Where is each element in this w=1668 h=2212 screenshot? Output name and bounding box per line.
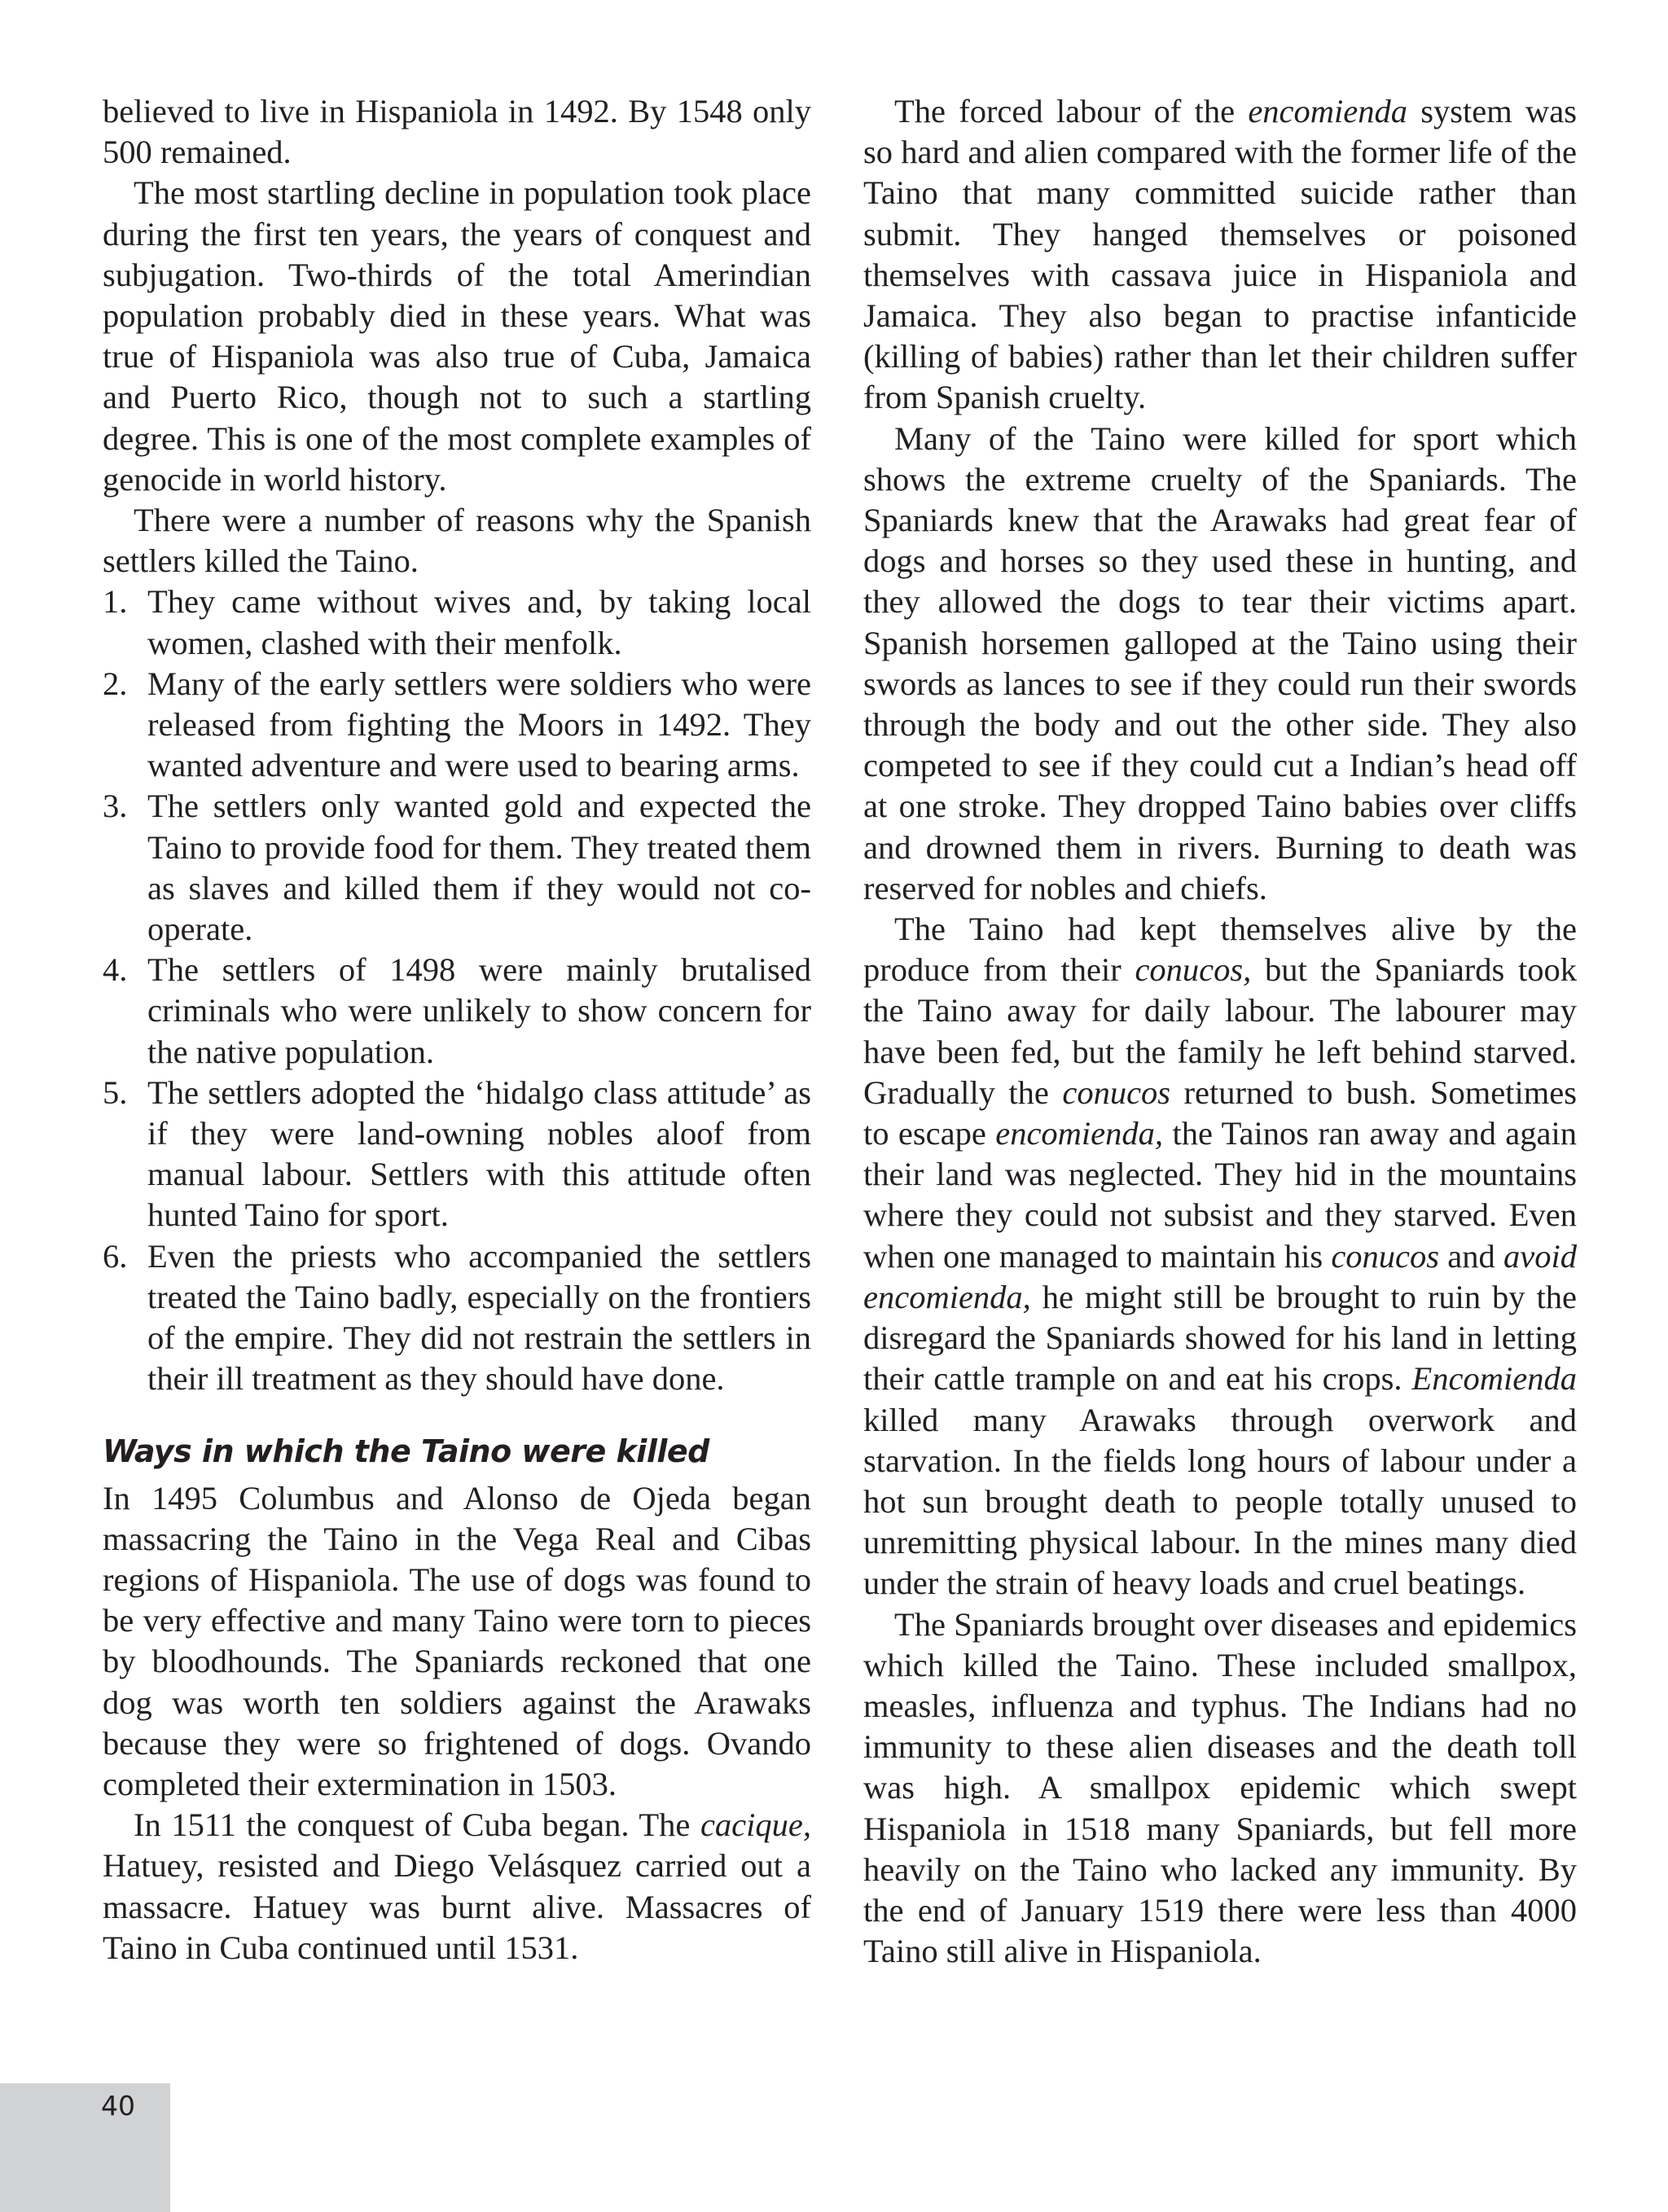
text-run: The forced labour of the bbox=[894, 93, 1249, 129]
paragraph: believed to live in Hispaniola in 1492. By 1548 only 500 remained. bbox=[103, 93, 811, 171]
list-item bbox=[103, 1073, 811, 1236]
italic-term: conucos bbox=[1062, 1073, 1171, 1111]
reasons-list bbox=[103, 582, 811, 1399]
page-number-tab bbox=[0, 2083, 170, 2212]
paragraph bbox=[863, 91, 1577, 419]
list-item bbox=[103, 664, 811, 787]
paragraph: The Spaniards brought over diseases and epidemics which killed the Taino. These included smallpox, measles, influenza and typhus. The Indians had no immunity to these alien diseases and the death toll was high. A smallpox epidemic which swept Hispaniola in 1518 many Spaniards, but fell more heavily on the Taino who lacked any immunity. By the end of January 1519 there were less than 4000 Taino still alive in Hispaniola. bbox=[863, 1605, 1577, 1970]
list-item-text: The settlers adopted the ‘hidalgo class attitude’ as if they were land-owning nobles aloof from manual labour. Settlers with this attitude often hunted Taino for sport. bbox=[147, 1073, 811, 1234]
list-item bbox=[103, 950, 811, 1073]
list-number: 5. bbox=[103, 1073, 128, 1111]
text-run: but the Spaniards took the Taino away for daily labour. The labourer may have been fed, but the family he left behind starved. Gradually the bbox=[863, 951, 1577, 1111]
list-item-text: The settlers only wanted gold and expected the Taino to provide food for them. They treated them as slaves and killed them if they would not co-operate. bbox=[147, 788, 811, 948]
list-number: 1. bbox=[103, 583, 128, 621]
text-run: killed many Arawaks through overwork and starvation. In the fields long hours of labour under a hot sun brought death to people totally unused to unremitting physical labour. In the mines many died under the strain of heavy loads and cruel beatings. bbox=[863, 1401, 1577, 1602]
list-item-text: Even the priests who accompanied the settlers treated the Taino badly, especially on the frontiers of the empire. They did not restrain the settlers in their ill treatment as they should have done. bbox=[147, 1237, 811, 1398]
text-run: he might still be brought to ruin by the disregard the Spaniards showed for his land in letting their cattle trample on and eat his crops. bbox=[863, 1278, 1577, 1398]
paragraph bbox=[103, 1805, 811, 1968]
list-item-text: The settlers of 1498 were mainly brutalised criminals who were unlikely to show concern for the native population. bbox=[147, 951, 811, 1070]
italic-term: encomienda, bbox=[995, 1115, 1164, 1152]
list-item-text: Many of the early settlers were soldiers who were released from fighting the Moors in 1492. They wanted adventure and were used to bearing arms. bbox=[147, 665, 811, 784]
paragraph: There were a number of reasons why the Spanish settlers killed the Taino. bbox=[103, 502, 811, 580]
list-number: 6. bbox=[103, 1237, 128, 1275]
text-run: returned to bush. Sometimes to escape bbox=[863, 1073, 1578, 1152]
italic-term: conucos bbox=[1331, 1237, 1440, 1275]
text-run: system was so hard and alien compared with the former life of the Taino that many committed suicide rather than submit. They hanged themselves or poisoned themselves with cassava juice in Hispaniola and Jamaica. They also began to practise infanticide (killing of babies) rather than let their children suffer from Spanish cruelty. bbox=[863, 93, 1577, 416]
list-number: 2. bbox=[103, 665, 128, 702]
list-item bbox=[103, 786, 811, 950]
italic-term: encomienda bbox=[1248, 93, 1407, 129]
paragraph: Many of the Taino were killed for sport which shows the extreme cruelty of the Spaniards. The Spaniards knew that the Arawaks had great fear of dogs and horses so they used these in hunting, and they allowed the dogs to tear their victims apart. Spanish horsemen galloped at the Taino using their swords as lances to see if they could run their swords through the body and out the other side. They also competed to see if they could cut a Indian’s head off at one stroke. They dropped Taino babies over cliffs and drowned them in rivers. Burning to death was reserved for nobles and chiefs. bbox=[863, 419, 1577, 906]
italic-term: Encomienda bbox=[1411, 1360, 1577, 1398]
list-item bbox=[103, 1236, 811, 1400]
page-number: 40 bbox=[101, 2090, 135, 2122]
text-run: The Taino had kept themselves alive by the produce from their bbox=[863, 911, 1577, 989]
list-item-text: They came without wives and, by taking local women, clashed with their menfolk. bbox=[147, 583, 811, 661]
list-number: 4. bbox=[103, 951, 128, 989]
italic-term: conucos, bbox=[1135, 951, 1252, 989]
text-run: the Tainos ran away and again their land was neglected. They hid in the mountains where they could not subsist and they starved. Even when one managed to maintain his bbox=[863, 1115, 1577, 1275]
italic-term: cacique, bbox=[700, 1806, 811, 1844]
text-run: In 1511 the conquest of Cuba began. The bbox=[134, 1806, 700, 1844]
paragraph bbox=[863, 909, 1577, 1604]
text-run: and bbox=[1439, 1237, 1504, 1275]
section-heading: Ways in which the Taino were killed bbox=[103, 1433, 709, 1469]
right-column bbox=[863, 91, 1577, 1972]
left-column bbox=[103, 91, 811, 1968]
list-number: 3. bbox=[103, 788, 128, 825]
paragraph: The most startling decline in population took place during the first ten years, the years of conquest and subjugation. Two-thirds of the total Amerindian population probably died in these years. What was true of Hispaniola was also true of Cuba, Jamaica and Puerto Rico, though not to such a startling degree. This is one of the most complete examples of genocide in world history. bbox=[103, 174, 811, 498]
italic-term: avoid encomienda, bbox=[863, 1237, 1577, 1315]
text-run: Hatuey, resisted and Diego Velásquez carried out a massacre. Hatuey was burnt alive. Massacres of Taino in Cuba continued until 1531. bbox=[103, 1847, 811, 1966]
paragraph: In 1495 Columbus and Alonso de Ojeda began massacring the Taino in the Vega Real and Cibas regions of Hispaniola. The use of dogs was found to be very effective and many Taino were torn to pieces by bloodhounds. The Spaniards reckoned that one dog was worth ten soldiers against the Arawaks because they were so frightened of dogs. Ovando completed their extermination in 1503. bbox=[103, 1479, 811, 1802]
list-item bbox=[103, 582, 811, 663]
